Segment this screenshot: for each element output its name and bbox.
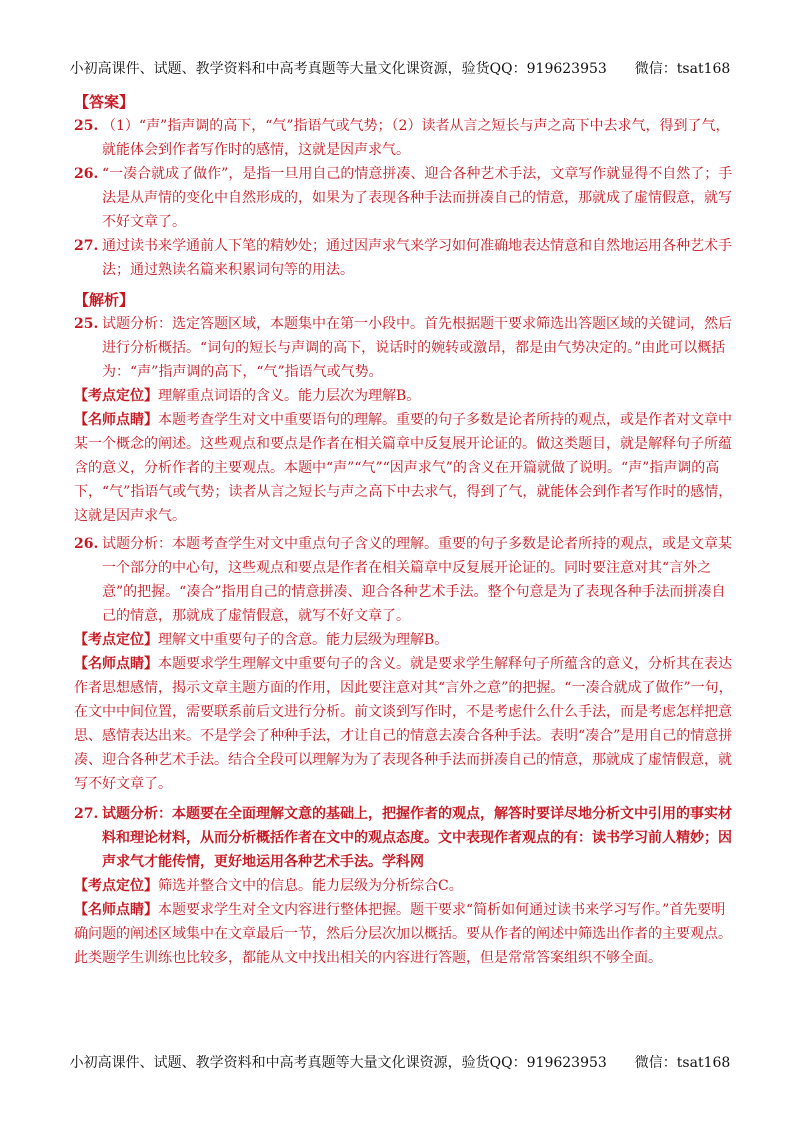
mingshi-tag: 【名师点睛】 xyxy=(74,412,158,428)
answer-number: 26. xyxy=(74,166,99,182)
mingshi-text: 本题要求学生对全文内容进行整体把握。题干要求“简析如何通过读书来学习写作。”首先要明确问题的阐述区域集中在文章最后一节，然后分层次加以概括。要从作者的阐述中筛选出作者的主要观点。此类题学生训练也比较多，都能从文中找出相关的内容进行答题，但是常常答案组织不够全面。 xyxy=(74,902,732,966)
answer-heading: 【答案】 xyxy=(74,93,135,111)
mingshi-27 xyxy=(74,898,734,970)
header-text: 小初高课件、试题、教学资料和中高考真题等大量文化课资源，验货QQ：919623953 xyxy=(69,61,607,77)
answer-number: 27. xyxy=(74,238,99,254)
answer-item-26 xyxy=(74,162,734,234)
kaodian-27 xyxy=(74,874,734,898)
analysis-item-26 xyxy=(74,532,734,628)
mingshi-26 xyxy=(74,652,734,796)
answer-number: 25. xyxy=(74,118,99,134)
kaodian-tag: 【考点定位】 xyxy=(74,632,158,648)
footer-text: 小初高课件、试题、教学资料和中高考真题等大量文化课资源，验货QQ：919623953 xyxy=(69,1055,607,1071)
mingshi-text: 本题考查学生对文中重要语句的理解。重要的句子多数是论者所持的观点，或是作者对文章中某一个概念的阐述。这些观点和要点是作者在相关篇章中反复展开论证的。做这类题目，就是解释句子所蕴含的意义，分析作者的主要观点。本题中“声”“气”“因声求气”的含义在开篇就做了说明。“声”指声调的高下，“气”指语气或气势；读者从言之短长与声之高下中去求气，得到了气，就能体会到作者写作时的感情，这就是因声求气。 xyxy=(74,412,733,524)
analysis-text: 试题分析：本题考查学生对文中重点句子含义的理解。重要的句子多数是论者所持的观点，或是文章某一个部分的中心句，这些观点和要点是作者在相关篇章中反复展开论证的。同时要注意对其“言外之意”的把握。“凑合”指用自己的情意拼凑、迎合各种艺术手法。整个句意是为了表现各种手法而拼凑自己的情意，那就成了虚情假意，就写不好文章了。 xyxy=(102,536,732,624)
analysis-heading: 【解析】 xyxy=(74,291,135,309)
mingshi-tag: 【名师点睛】 xyxy=(74,902,158,918)
page-header xyxy=(0,58,800,78)
page-footer xyxy=(0,1052,800,1072)
mingshi-text: 本题要求学生理解文中重要句子的含义。就是要求学生解释句子所蕴含的意义，分析其在表达作者思想感情，揭示文章主题方面的作用，因此要注意对其“言外之意”的把握。“一凑合就成了做作”一句，在文中中间位置，需要联系前后文进行分析。前文谈到写作时，不是考虑什么什么手法，而是考虑怎样把意思、感情表达出来。不是学会了种种手法，才让自己的情意去凑合各种手法。表明“凑合”是用自己的情意拼凑、迎合各种艺术手法。结合全段可以理解为为了表现各种手法而拼凑自己的情意，那就成了虚情假意，就写不好文章了。 xyxy=(74,656,733,792)
analysis-text: 试题分析：选定答题区域，本题集中在第一小段中。首先根据题干要求筛选出答题区域的关键词，然后进行分析概括。“词句的短长与声调的高下，说话时的婉转或激昂，都是由气势决定的。”由此可以概括为：“声”指声调的高下，“气”指语气或气势。 xyxy=(102,316,732,380)
answer-item-25 xyxy=(74,114,734,162)
kaodian-25 xyxy=(74,384,734,408)
analysis-number: 25. xyxy=(74,316,99,332)
mingshi-25 xyxy=(74,408,734,528)
kaodian-text: 理解重点词语的含义。能力层次为理解B。 xyxy=(158,388,421,404)
answer-text: “一凑合就成了做作”，是指一旦用自己的情意拼凑、迎合各种艺术手法，文章写作就显得不自然了；手法是从声情的变化中自然形成的，如果为了表现各种手法而拼凑自己的情意，那就成了虚情假意，就写不好文章了。 xyxy=(102,166,733,230)
mingshi-tag: 【名师点睛】 xyxy=(74,656,158,672)
footer-wechat: 微信：tsat168 xyxy=(634,1055,731,1071)
header-wechat: 微信：tsat168 xyxy=(634,61,731,77)
kaodian-tag: 【考点定位】 xyxy=(74,388,158,404)
answer-text: 通过读书来学通前人下笔的精妙处；通过因声求气来学习如何准确地表达情意和自然地运用各种艺术手法；通过熟读名篇来积累词句等的用法。 xyxy=(102,238,732,278)
answer-item-27 xyxy=(74,234,734,282)
document-body xyxy=(74,90,734,970)
analysis-text: 试题分析：本题要在全面理解文意的基础上，把握作者的观点，解答时要详尽地分析文中引用的事实材料和理论材料，从而分析概括作者在文中的观点态度。文中表现作者观点的有：读书学习前人精妙；因声求气才能传情，更好地运用各种艺术手法。学科网 xyxy=(102,806,732,870)
kaodian-26 xyxy=(74,628,734,652)
kaodian-tag: 【考点定位】 xyxy=(74,878,158,894)
kaodian-text: 理解文中重要句子的含意。能力层级为理解B。 xyxy=(158,632,449,648)
analysis-item-25 xyxy=(74,312,734,384)
kaodian-text: 筛选并整合文中的信息。能力层级为分析综合C。 xyxy=(158,878,463,894)
analysis-item-27 xyxy=(74,802,734,874)
analysis-number: 26. xyxy=(74,536,99,552)
answer-text: （1）“声”指声调的高下，“气”指语气或气势；（2）读者从言之短长与声之高下中去求气，得到了气，就能体会到作者写作时的感情，这就是因声求气。 xyxy=(102,118,730,158)
analysis-number: 27. xyxy=(74,806,99,822)
